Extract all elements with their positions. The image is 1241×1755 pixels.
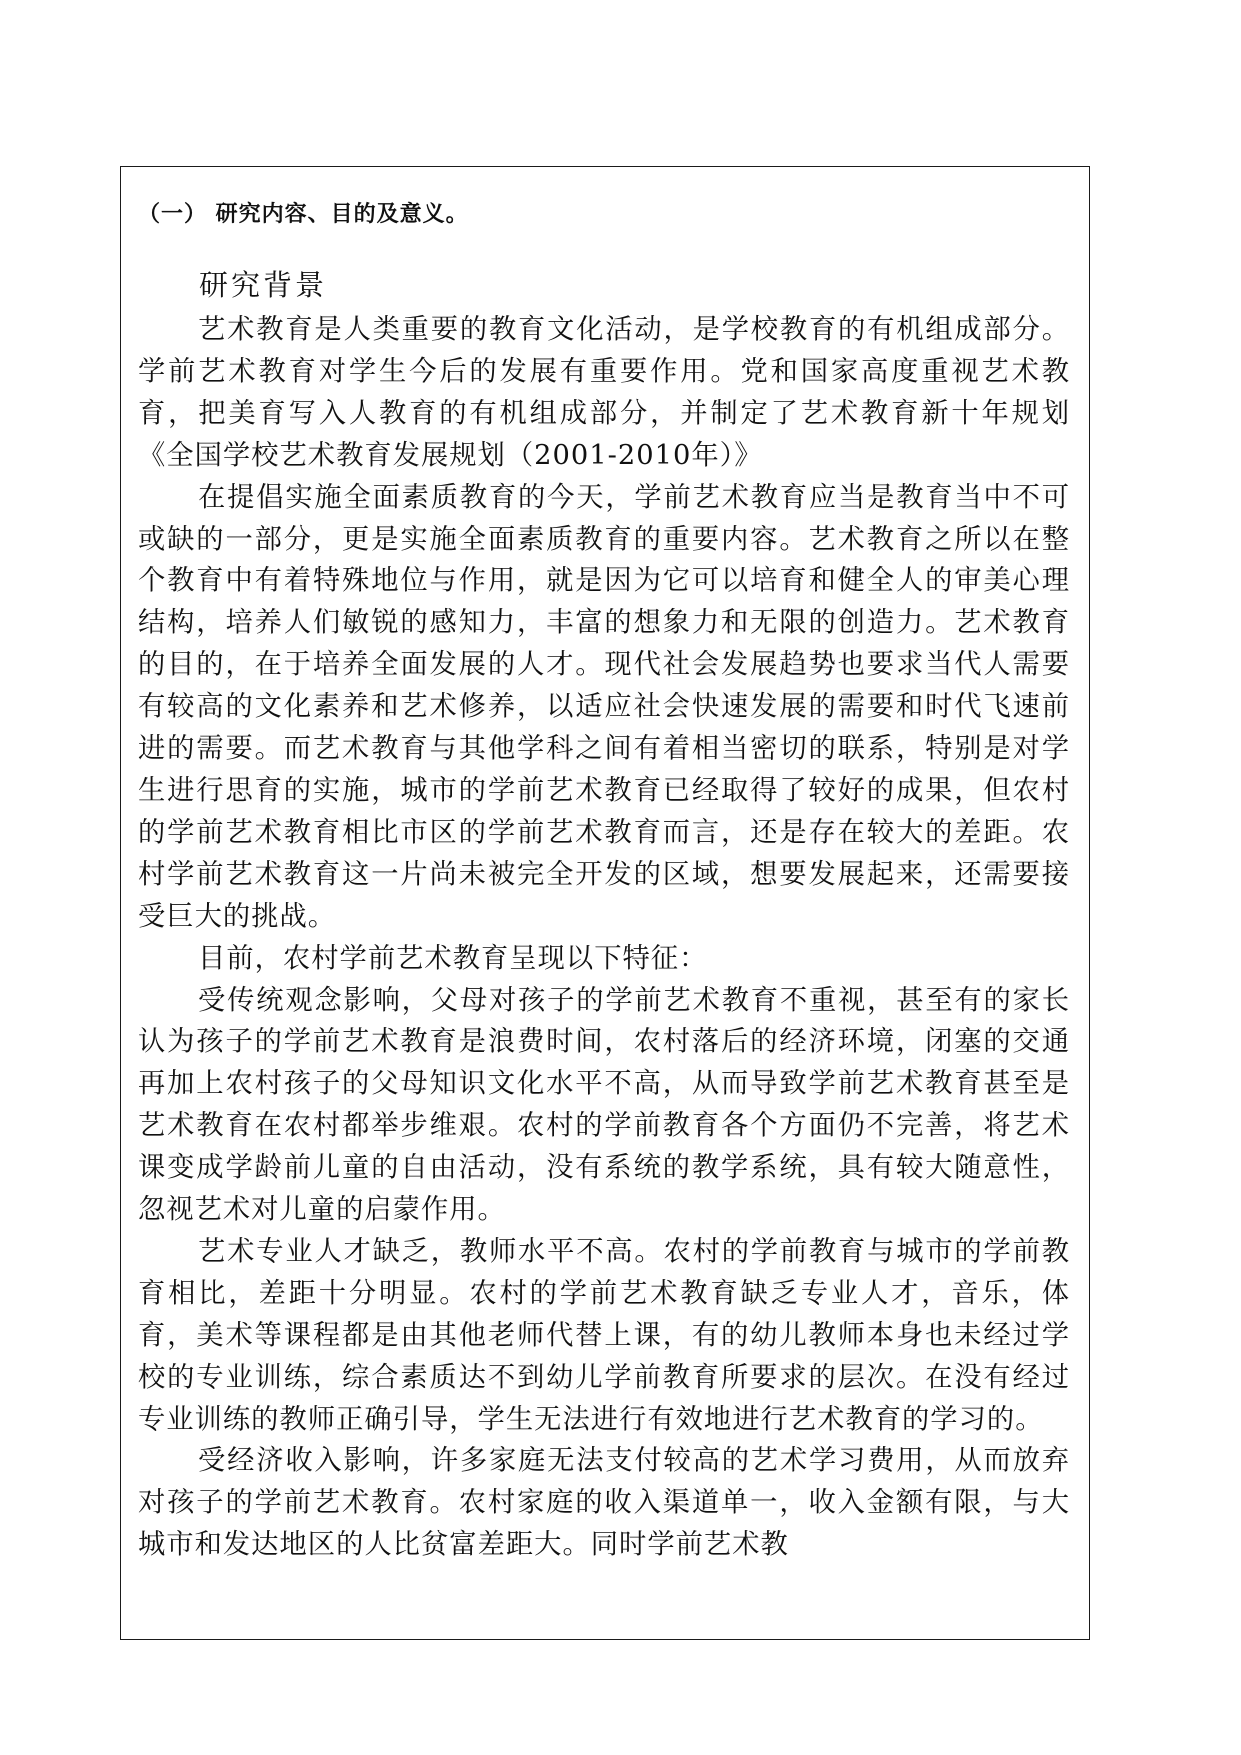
paragraph: 受传统观念影响，父母对孩子的学前艺术教育不重视，甚至有的家长认为孩子的学前艺术教育是浪费时间，农村落后的经济环境，闭塞的交通再加上农村孩子的父母知识文化水平不高，从而导致学前艺术教育甚至是艺术教育在农村都举步维艰。农村的学前教育各个方面仍不完善，将艺术课变成学龄前儿童的自由活动，没有系统的教学系统，具有较大随意性，忽视艺术对儿童的启蒙作用。 (138, 984, 1070, 1226)
content-table-cell (120, 166, 1090, 1640)
paragraph: 目前，农村学前艺术教育呈现以下特征： (198, 942, 708, 974)
paragraph: 艺术专业人才缺乏，教师水平不高。农村的学前教育与城市的学前教育相比，差距十分明显。农村的学前艺术教育缺乏专业人才，音乐，体育，美术等课程都是由其他老师代替上课，有的幼儿教师本身也未经过学校的专业训练，综合素质达不到幼儿学前教育所要求的层次。在没有经过专业训练的教师正确引导，学生无法进行有效地进行艺术教育的学习的。 (138, 1235, 1070, 1435)
background-heading: 研究背景 (199, 268, 328, 302)
paragraph: 艺术教育是人类重要的教育文化活动，是学校教育的有机组成部分。学前艺术教育对学生今后的发展有重要作用。党和国家高度重视艺术教育，把美育写入人教育的有机组成部分，并制定了艺术教育新十年规划《全国学校艺术教育发展规划（2001-2010年）》 (138, 314, 1070, 471)
section-heading: （一） 研究内容、目的及意义。 (138, 202, 469, 227)
paragraph: 在提倡实施全面素质教育的今天，学前艺术教育应当是教育当中不可或缺的一部分，更是实施全面素质教育的重要内容。艺术教育之所以在整个教育中有着特殊地位与作用，就是因为它可以培育和健全人的审美心理结构，培养人们敏锐的感知力，丰富的想象力和无限的创造力。艺术教育的目的，在于培养全面发展的人才。现代社会发展趋势也要求当代人需要有较高的文化素养和艺术修养，以适应社会快速发展的需要和时代飞速前进的需要。而艺术教育与其他学科之间有着相当密切的联系，特别是对学生进行思育的实施，城市的学前艺术教育已经取得了较好的成果，但农村的学前艺术教育相比市区的学前艺术教育而言，还是存在较大的差距。农村学前艺术教育这一片尚未被完全开发的区域，想要发展起来，还需要接受巨大的挑战。 (138, 481, 1070, 932)
paragraph: 受经济收入影响，许多家庭无法支付较高的艺术学习费用，从而放弃对孩子的学前艺术教育。农村家庭的收入渠道单一，收入金额有限，与大城市和发达地区的人比贫富差距大。同时学前艺术教 (138, 1445, 1070, 1561)
body-text (138, 309, 1070, 1566)
